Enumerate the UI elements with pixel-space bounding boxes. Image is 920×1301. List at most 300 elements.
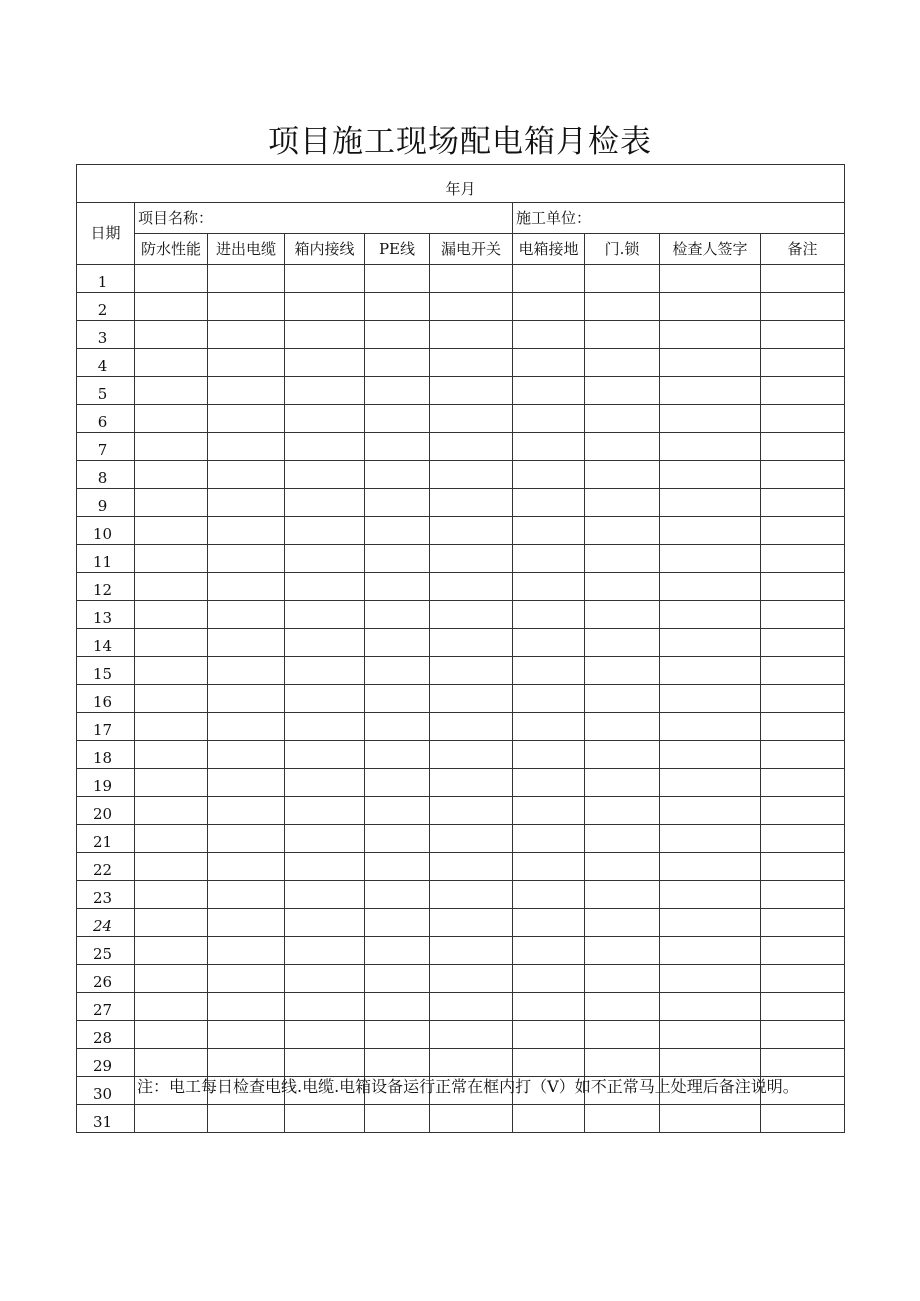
check-cell[interactable] xyxy=(660,601,761,629)
check-cell[interactable] xyxy=(585,853,660,881)
check-cell[interactable] xyxy=(513,825,585,853)
check-cell[interactable] xyxy=(660,461,761,489)
check-cell[interactable] xyxy=(285,377,365,405)
check-cell[interactable] xyxy=(430,965,513,993)
check-cell[interactable] xyxy=(430,909,513,937)
check-cell[interactable] xyxy=(430,377,513,405)
check-cell[interactable] xyxy=(585,461,660,489)
check-cell[interactable] xyxy=(660,1105,761,1133)
check-cell[interactable] xyxy=(513,1105,585,1133)
check-cell[interactable] xyxy=(365,601,430,629)
check-cell[interactable] xyxy=(365,1105,430,1133)
check-cell[interactable] xyxy=(285,825,365,853)
check-cell[interactable] xyxy=(208,1021,285,1049)
check-cell[interactable] xyxy=(135,1105,208,1133)
check-cell[interactable] xyxy=(660,993,761,1021)
day-number: 22 xyxy=(77,853,135,881)
check-cell[interactable] xyxy=(585,1105,660,1133)
check-cell[interactable] xyxy=(761,321,845,349)
day-number: 9 xyxy=(77,489,135,517)
check-cell[interactable] xyxy=(430,545,513,573)
check-cell[interactable] xyxy=(761,657,845,685)
check-cell[interactable] xyxy=(585,713,660,741)
check-cell[interactable] xyxy=(513,853,585,881)
table-row xyxy=(77,265,845,293)
check-cell[interactable] xyxy=(585,909,660,937)
check-cell[interactable] xyxy=(208,909,285,937)
check-cell[interactable] xyxy=(135,489,208,517)
col-header-door-lock: 门.锁 xyxy=(585,234,660,265)
check-cell[interactable] xyxy=(285,797,365,825)
check-cell[interactable] xyxy=(208,1105,285,1133)
check-cell[interactable] xyxy=(285,349,365,377)
day-number: 21 xyxy=(77,825,135,853)
check-cell[interactable] xyxy=(208,321,285,349)
check-cell[interactable] xyxy=(430,629,513,657)
check-cell[interactable] xyxy=(660,965,761,993)
check-cell[interactable] xyxy=(365,909,430,937)
check-cell[interactable] xyxy=(585,825,660,853)
check-cell[interactable] xyxy=(761,573,845,601)
day-number: 3 xyxy=(77,321,135,349)
day-number: 23 xyxy=(77,881,135,909)
check-cell[interactable] xyxy=(761,545,845,573)
table-row xyxy=(77,909,845,937)
check-cell[interactable] xyxy=(430,937,513,965)
check-cell[interactable] xyxy=(365,797,430,825)
check-cell[interactable] xyxy=(208,937,285,965)
col-header-internal-wiring: 箱内接线 xyxy=(285,234,365,265)
check-cell[interactable] xyxy=(208,461,285,489)
check-cell[interactable] xyxy=(660,293,761,321)
check-cell[interactable] xyxy=(585,293,660,321)
col-header-inspector-signature: 检查人签字 xyxy=(660,234,761,265)
check-cell[interactable] xyxy=(585,545,660,573)
check-cell[interactable] xyxy=(285,601,365,629)
day-number: 14 xyxy=(77,629,135,657)
check-cell[interactable] xyxy=(430,293,513,321)
check-cell[interactable] xyxy=(761,293,845,321)
table-row xyxy=(77,517,845,545)
check-cell[interactable] xyxy=(430,797,513,825)
check-cell[interactable] xyxy=(513,601,585,629)
check-cell[interactable] xyxy=(285,265,365,293)
check-cell[interactable] xyxy=(585,993,660,1021)
check-cell[interactable] xyxy=(135,685,208,713)
day-number: 29 xyxy=(77,1049,135,1077)
check-cell[interactable] xyxy=(761,1021,845,1049)
project-name-field[interactable]: 项目名称： xyxy=(135,203,513,234)
check-cell[interactable] xyxy=(208,377,285,405)
check-cell[interactable] xyxy=(135,349,208,377)
check-cell[interactable] xyxy=(761,517,845,545)
check-cell[interactable] xyxy=(761,825,845,853)
check-cell[interactable] xyxy=(430,741,513,769)
check-cell[interactable] xyxy=(660,741,761,769)
check-cell[interactable] xyxy=(513,909,585,937)
check-cell[interactable] xyxy=(285,1105,365,1133)
check-cell[interactable] xyxy=(513,713,585,741)
check-cell[interactable] xyxy=(365,405,430,433)
day-number: 20 xyxy=(77,797,135,825)
check-cell[interactable] xyxy=(660,489,761,517)
check-cell[interactable] xyxy=(513,293,585,321)
table-row xyxy=(77,461,845,489)
check-cell[interactable] xyxy=(365,265,430,293)
check-cell[interactable] xyxy=(135,433,208,461)
check-cell[interactable] xyxy=(585,685,660,713)
check-cell[interactable] xyxy=(135,937,208,965)
check-cell[interactable] xyxy=(660,1021,761,1049)
check-cell[interactable] xyxy=(430,489,513,517)
check-cell[interactable] xyxy=(660,937,761,965)
check-cell[interactable] xyxy=(513,937,585,965)
check-cell[interactable] xyxy=(660,405,761,433)
check-cell[interactable] xyxy=(660,573,761,601)
check-cell[interactable] xyxy=(285,489,365,517)
check-cell[interactable] xyxy=(208,825,285,853)
check-cell[interactable] xyxy=(285,713,365,741)
day-number: 2 xyxy=(77,293,135,321)
check-cell[interactable] xyxy=(135,321,208,349)
check-cell[interactable] xyxy=(761,937,845,965)
check-cell[interactable] xyxy=(513,405,585,433)
check-cell[interactable] xyxy=(585,797,660,825)
check-cell[interactable] xyxy=(135,713,208,741)
check-cell[interactable] xyxy=(585,377,660,405)
check-cell[interactable] xyxy=(208,265,285,293)
table-row xyxy=(77,993,845,1021)
check-cell[interactable] xyxy=(761,265,845,293)
check-cell[interactable] xyxy=(761,433,845,461)
check-cell[interactable] xyxy=(135,965,208,993)
check-cell[interactable] xyxy=(135,601,208,629)
check-cell[interactable] xyxy=(365,489,430,517)
check-cell[interactable] xyxy=(660,713,761,741)
check-cell[interactable] xyxy=(365,629,430,657)
check-cell[interactable] xyxy=(285,909,365,937)
check-cell[interactable] xyxy=(208,433,285,461)
check-cell[interactable] xyxy=(660,433,761,461)
check-cell[interactable] xyxy=(365,937,430,965)
check-cell[interactable] xyxy=(430,433,513,461)
check-cell[interactable] xyxy=(365,321,430,349)
check-cell[interactable] xyxy=(208,769,285,797)
check-cell[interactable] xyxy=(585,405,660,433)
check-cell[interactable] xyxy=(430,853,513,881)
check-cell[interactable] xyxy=(135,1021,208,1049)
check-cell[interactable] xyxy=(208,713,285,741)
check-cell[interactable] xyxy=(365,1021,430,1049)
check-cell[interactable] xyxy=(761,377,845,405)
check-cell[interactable] xyxy=(285,965,365,993)
check-cell[interactable] xyxy=(208,797,285,825)
check-cell[interactable] xyxy=(285,853,365,881)
check-cell[interactable] xyxy=(208,685,285,713)
check-cell[interactable] xyxy=(761,685,845,713)
check-cell[interactable] xyxy=(365,741,430,769)
check-cell[interactable] xyxy=(365,545,430,573)
check-cell[interactable] xyxy=(660,517,761,545)
check-cell[interactable] xyxy=(660,629,761,657)
check-cell[interactable] xyxy=(208,545,285,573)
day-number: 18 xyxy=(77,741,135,769)
check-cell[interactable] xyxy=(513,461,585,489)
check-cell[interactable] xyxy=(285,461,365,489)
col-header-waterproof: 防水性能 xyxy=(135,234,208,265)
check-cell[interactable] xyxy=(365,881,430,909)
check-cell[interactable] xyxy=(513,265,585,293)
check-cell[interactable] xyxy=(135,825,208,853)
check-cell[interactable] xyxy=(513,321,585,349)
check-cell[interactable] xyxy=(660,909,761,937)
check-cell[interactable] xyxy=(585,349,660,377)
check-cell[interactable] xyxy=(135,545,208,573)
check-cell[interactable] xyxy=(585,629,660,657)
check-cell[interactable] xyxy=(208,657,285,685)
check-cell[interactable] xyxy=(585,517,660,545)
check-cell[interactable] xyxy=(585,265,660,293)
check-cell[interactable] xyxy=(761,993,845,1021)
check-cell[interactable] xyxy=(430,265,513,293)
check-cell[interactable] xyxy=(208,881,285,909)
check-cell[interactable] xyxy=(761,909,845,937)
check-cell[interactable] xyxy=(365,377,430,405)
check-cell[interactable] xyxy=(285,573,365,601)
check-cell[interactable] xyxy=(430,321,513,349)
check-cell[interactable] xyxy=(430,685,513,713)
table-row xyxy=(77,657,845,685)
check-cell[interactable] xyxy=(585,433,660,461)
check-cell[interactable] xyxy=(660,545,761,573)
check-cell[interactable] xyxy=(585,573,660,601)
check-cell[interactable] xyxy=(208,601,285,629)
day-number: 13 xyxy=(77,601,135,629)
year-month-cell: 年月 xyxy=(77,165,845,203)
check-cell[interactable] xyxy=(761,741,845,769)
table-row xyxy=(77,321,845,349)
check-cell[interactable] xyxy=(285,405,365,433)
check-cell[interactable] xyxy=(585,741,660,769)
check-cell[interactable] xyxy=(285,629,365,657)
check-cell[interactable] xyxy=(430,349,513,377)
check-cell[interactable] xyxy=(365,713,430,741)
check-cell[interactable] xyxy=(365,657,430,685)
check-cell[interactable] xyxy=(208,517,285,545)
check-cell[interactable] xyxy=(365,517,430,545)
check-cell[interactable] xyxy=(660,797,761,825)
check-cell[interactable] xyxy=(135,769,208,797)
table-row xyxy=(77,601,845,629)
table-row xyxy=(77,937,845,965)
check-cell[interactable] xyxy=(430,657,513,685)
check-cell[interactable] xyxy=(761,1105,845,1133)
construction-unit-field[interactable]: 施工单位： xyxy=(513,203,845,234)
check-cell[interactable] xyxy=(761,629,845,657)
check-cell[interactable] xyxy=(513,769,585,797)
check-cell[interactable] xyxy=(285,657,365,685)
check-cell[interactable] xyxy=(513,517,585,545)
check-cell[interactable] xyxy=(761,489,845,517)
check-cell[interactable] xyxy=(513,685,585,713)
table-row xyxy=(77,629,845,657)
check-cell[interactable] xyxy=(135,265,208,293)
check-cell[interactable] xyxy=(365,965,430,993)
check-cell[interactable] xyxy=(365,293,430,321)
check-cell[interactable] xyxy=(430,881,513,909)
check-cell[interactable] xyxy=(135,881,208,909)
check-cell[interactable] xyxy=(135,993,208,1021)
check-cell[interactable] xyxy=(365,993,430,1021)
check-cell[interactable] xyxy=(208,293,285,321)
check-cell[interactable] xyxy=(513,545,585,573)
check-cell[interactable] xyxy=(585,1021,660,1049)
check-cell[interactable] xyxy=(761,349,845,377)
check-cell[interactable] xyxy=(513,433,585,461)
check-cell[interactable] xyxy=(208,573,285,601)
check-cell[interactable] xyxy=(208,405,285,433)
check-cell[interactable] xyxy=(430,573,513,601)
check-cell[interactable] xyxy=(513,993,585,1021)
check-cell[interactable] xyxy=(513,349,585,377)
check-cell[interactable] xyxy=(513,377,585,405)
check-cell[interactable] xyxy=(135,405,208,433)
check-cell[interactable] xyxy=(761,797,845,825)
check-cell[interactable] xyxy=(365,349,430,377)
check-cell[interactable] xyxy=(761,405,845,433)
check-cell[interactable] xyxy=(660,825,761,853)
check-cell[interactable] xyxy=(285,685,365,713)
check-cell[interactable] xyxy=(660,769,761,797)
check-cell[interactable] xyxy=(585,321,660,349)
check-cell[interactable] xyxy=(285,881,365,909)
check-cell[interactable] xyxy=(285,545,365,573)
check-cell[interactable] xyxy=(365,853,430,881)
check-cell[interactable] xyxy=(430,713,513,741)
check-cell[interactable] xyxy=(365,461,430,489)
check-cell[interactable] xyxy=(585,657,660,685)
check-cell[interactable] xyxy=(135,909,208,937)
check-cell[interactable] xyxy=(208,965,285,993)
day-number: 11 xyxy=(77,545,135,573)
check-cell[interactable] xyxy=(208,993,285,1021)
check-cell[interactable] xyxy=(208,629,285,657)
day-number: 4 xyxy=(77,349,135,377)
check-cell[interactable] xyxy=(285,1021,365,1049)
check-cell[interactable] xyxy=(208,349,285,377)
check-cell[interactable] xyxy=(365,825,430,853)
check-cell[interactable] xyxy=(660,377,761,405)
footnote: 注：电工每日检查电线.电缆.电箱设备运行正常在框内打（V）如不正常马上处理后备注说明。 xyxy=(137,1077,799,1096)
check-cell[interactable] xyxy=(585,965,660,993)
check-cell[interactable] xyxy=(430,601,513,629)
check-cell[interactable] xyxy=(761,881,845,909)
check-cell[interactable] xyxy=(365,769,430,797)
check-cell[interactable] xyxy=(660,321,761,349)
check-cell[interactable] xyxy=(585,937,660,965)
check-cell[interactable] xyxy=(135,461,208,489)
check-cell[interactable] xyxy=(585,489,660,517)
check-cell[interactable] xyxy=(660,657,761,685)
check-cell[interactable] xyxy=(285,741,365,769)
check-cell[interactable] xyxy=(208,489,285,517)
check-cell[interactable] xyxy=(660,265,761,293)
check-cell[interactable] xyxy=(285,321,365,349)
check-cell[interactable] xyxy=(135,517,208,545)
day-number: 1 xyxy=(77,265,135,293)
check-cell[interactable] xyxy=(135,657,208,685)
table-row xyxy=(77,797,845,825)
table-row xyxy=(77,685,845,713)
check-cell[interactable] xyxy=(135,293,208,321)
check-cell[interactable] xyxy=(761,769,845,797)
check-cell[interactable] xyxy=(513,797,585,825)
check-cell[interactable] xyxy=(135,853,208,881)
check-cell[interactable] xyxy=(135,741,208,769)
table-row xyxy=(77,825,845,853)
check-cell[interactable] xyxy=(761,965,845,993)
col-header-leakage-switch: 漏电开关 xyxy=(430,234,513,265)
check-cell[interactable] xyxy=(365,573,430,601)
check-cell[interactable] xyxy=(365,433,430,461)
check-cell[interactable] xyxy=(513,629,585,657)
check-cell[interactable] xyxy=(513,1021,585,1049)
day-number: 12 xyxy=(77,573,135,601)
check-cell[interactable] xyxy=(513,965,585,993)
day-number: 26 xyxy=(77,965,135,993)
check-cell[interactable] xyxy=(660,685,761,713)
check-cell[interactable] xyxy=(285,993,365,1021)
check-cell[interactable] xyxy=(285,293,365,321)
check-cell[interactable] xyxy=(430,769,513,797)
check-cell[interactable] xyxy=(585,881,660,909)
check-cell[interactable] xyxy=(761,601,845,629)
check-cell[interactable] xyxy=(513,881,585,909)
check-cell[interactable] xyxy=(513,489,585,517)
check-cell[interactable] xyxy=(513,741,585,769)
table-row xyxy=(77,741,845,769)
check-cell[interactable] xyxy=(430,1105,513,1133)
check-cell[interactable] xyxy=(208,853,285,881)
check-cell[interactable] xyxy=(430,993,513,1021)
check-cell[interactable] xyxy=(761,853,845,881)
check-cell[interactable] xyxy=(365,685,430,713)
check-cell[interactable] xyxy=(430,405,513,433)
check-cell[interactable] xyxy=(513,573,585,601)
check-cell[interactable] xyxy=(513,657,585,685)
check-cell[interactable] xyxy=(761,713,845,741)
check-cell[interactable] xyxy=(430,517,513,545)
check-cell[interactable] xyxy=(430,825,513,853)
check-cell[interactable] xyxy=(761,461,845,489)
check-cell[interactable] xyxy=(135,573,208,601)
check-cell[interactable] xyxy=(285,433,365,461)
check-cell[interactable] xyxy=(135,629,208,657)
check-cell[interactable] xyxy=(285,937,365,965)
check-cell[interactable] xyxy=(660,853,761,881)
check-cell[interactable] xyxy=(285,517,365,545)
check-cell[interactable] xyxy=(208,741,285,769)
check-cell[interactable] xyxy=(430,1021,513,1049)
check-cell[interactable] xyxy=(585,769,660,797)
check-cell[interactable] xyxy=(660,881,761,909)
check-cell[interactable] xyxy=(660,349,761,377)
check-cell[interactable] xyxy=(135,377,208,405)
check-cell[interactable] xyxy=(430,461,513,489)
check-cell[interactable] xyxy=(285,769,365,797)
check-cell[interactable] xyxy=(585,601,660,629)
check-cell[interactable] xyxy=(135,797,208,825)
